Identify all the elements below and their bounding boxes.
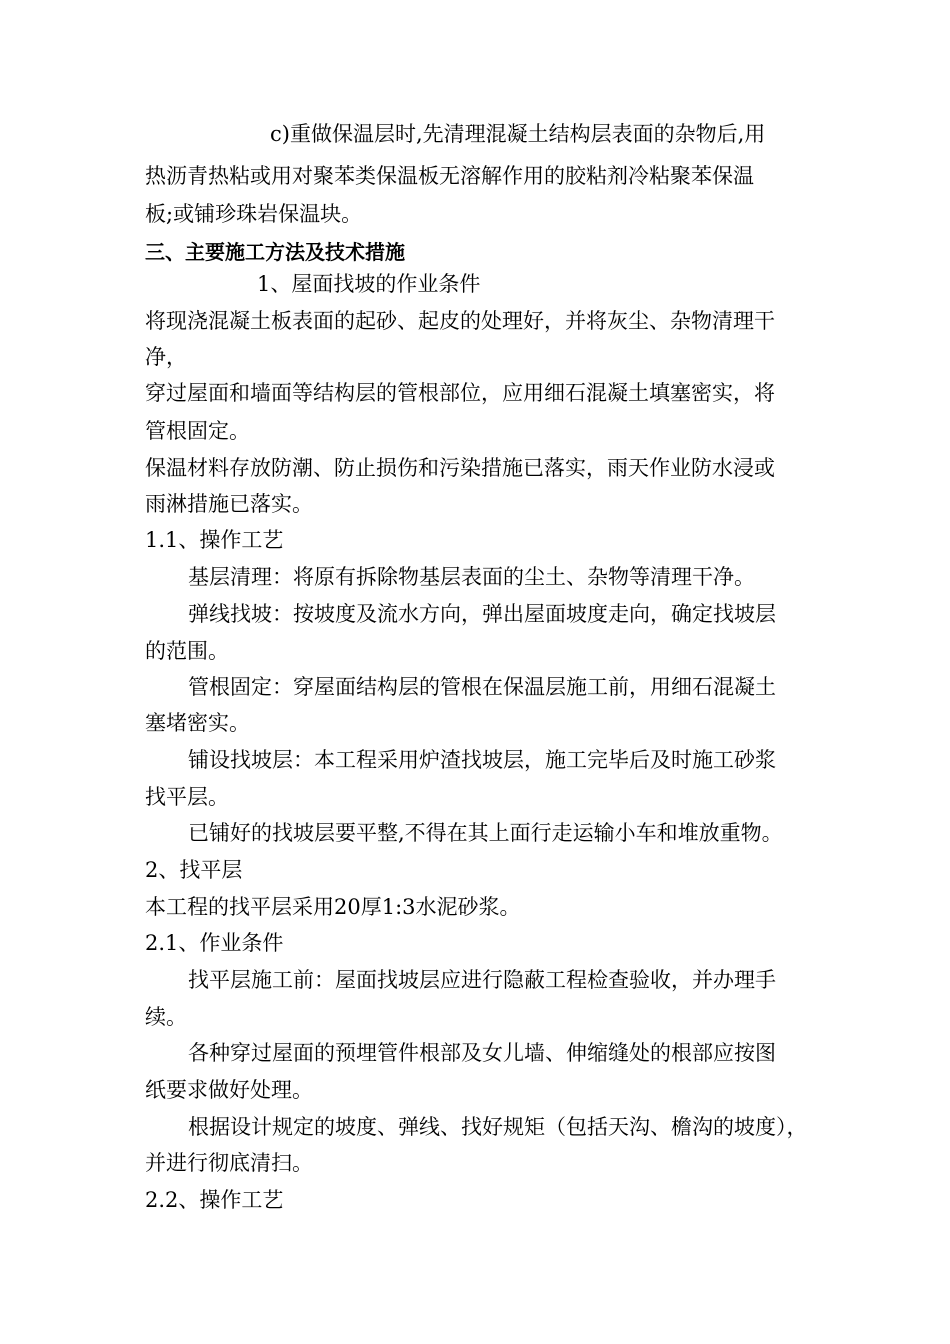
paragraph-line: 各种穿过屋面的预埋管件根部及女儿墙、伸缩缝处的根部应按图 [188, 1041, 776, 1065]
paragraph-line: 根据设计规定的坡度、弹线、找好规矩（包括天沟、檐沟的坡度）， [188, 1115, 808, 1139]
paragraph-line: 纸要求做好处理。 [145, 1078, 313, 1102]
paragraph-line: 保温材料存放防潮、防止损伤和污染措施已落实，雨天作业防水浸或 [145, 456, 775, 480]
paragraph-line: 找平层。 [145, 785, 229, 809]
subsection-heading: 2.1、作业条件 [145, 931, 284, 955]
subsection-heading: 2.2、操作工艺 [145, 1188, 284, 1212]
paragraph-line: 热沥青热粘或用对聚苯类保温板无溶解作用的胶粘剂冷粘聚苯保温 [145, 164, 754, 188]
paragraph-line: 并进行彻底清扫。 [145, 1151, 313, 1175]
paragraph-line: 已铺好的找坡层要平整,不得在其上面行走运输小车和堆放重物。 [188, 821, 783, 845]
paragraph-line: 塞堵密实。 [145, 711, 250, 735]
paragraph-line: 雨淋措施已落实。 [145, 492, 313, 516]
paragraph-line: 穿过屋面和墙面等结构层的管根部位，应用细石混凝土填塞密实，将 [145, 381, 775, 405]
paragraph-line: 找平层施工前：屋面找坡层应进行隐蔽工程检查验收，并办理手 [188, 968, 776, 992]
paragraph-line: 管根固定。 [145, 419, 250, 443]
paragraph-line: 铺设找坡层：本工程采用炉渣找坡层，施工完毕后及时施工砂浆 [188, 748, 776, 772]
section-heading: 三、主要施工方法及技术措施 [145, 240, 405, 264]
subsection-heading: 1、屋面找坡的作业条件 [257, 272, 481, 296]
paragraph-line: 的范围。 [145, 639, 229, 663]
subsection-heading: 1.1、操作工艺 [145, 528, 284, 552]
paragraph-line: 板;或铺珍珠岩保温块。 [145, 202, 363, 226]
paragraph-line: 将现浇混凝土板表面的起砂、起皮的处理好，并将灰尘、杂物清理干 [145, 309, 775, 333]
paragraph-line: 弹线找坡：按坡度及流水方向，弹出屋面坡度走向，确定找坡层 [188, 602, 776, 626]
paragraph-line: 本工程的找平层采用20厚1:3水泥砂浆。 [145, 895, 521, 919]
paragraph-line: 净， [145, 345, 187, 369]
paragraph-line: 管根固定：穿屋面结构层的管根在保温层施工前，用细石混凝土 [188, 675, 776, 699]
paragraph-line: 基层清理：将原有拆除物基层表面的尘土、杂物等清理干净。 [188, 565, 755, 589]
subsection-heading: 2、找平层 [145, 858, 243, 882]
paragraph-line: c)重做保温层时,先清理混凝土结构层表面的杂物后,用 [270, 122, 766, 146]
paragraph-line: 续。 [145, 1005, 187, 1029]
